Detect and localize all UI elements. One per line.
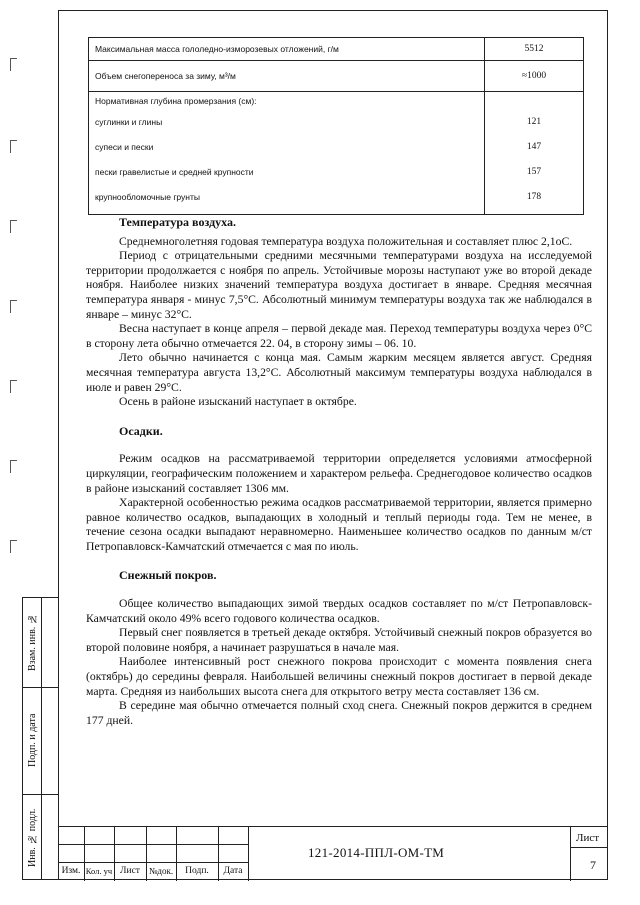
document-body [86,215,592,728]
paragraph: В середине мая обычно отмечается полный сход снега. Снежный покров держится в среднем 177 дней. [86,699,592,727]
group-item-label: крупнообломочные грунты [95,192,201,202]
sheet-number: 7 [590,858,596,872]
table-cell-value: ≈1000 [485,61,584,92]
sidebar-label-inv: Инв. № подл. [27,808,38,867]
document-code: 121-2014-ППЛ-ОМ-ТМ [308,845,445,860]
table-cell-value: 5512 [485,38,584,61]
stamp-col-koluch: Кол. уч [85,866,113,876]
table-row [89,38,584,61]
stamp-col-list: Лист [120,866,140,876]
stamp-col-ndok: №док. [148,866,174,876]
table-group-values [485,92,584,215]
heading-air-temperature: Температура воздуха. [119,215,236,229]
heading-precipitation: Осадки. [119,423,163,438]
table-group-labels [89,92,485,215]
stamp-col-data: Дата [223,866,243,876]
paragraph: Среднемноголетняя годовая температура воздуха положительная и составляет плюс 2,1оС. [119,234,573,248]
sheet-label: Лист [576,832,600,844]
paragraph: Режим осадков на рассматриваемой территории определяется условиями атмосферной циркуляции, географическим положением и характером рельефа. Среднегодовое количество осадков в районе изысканий составляет 1306 мм. [86,452,592,495]
stamp-col-izm: Изм. [61,866,81,876]
table-row-group [89,92,584,215]
group-item-label: супеси и пески [95,142,154,152]
heading-snow-cover: Снежный покров. [119,568,217,583]
paragraph: Наиболее интенсивный рост снежного покрова происходит с момента появления снега (октябрь) до середины февраля. Наибольшей величины снежный покров достигает в первой декаде марта. Средняя из наибольших высота снега для открытого ветру места составляет 136 см. [86,655,592,698]
table-row [89,61,584,92]
stamp-col-podp: Подп. [185,866,209,876]
group-item-value: 157 [526,167,542,177]
group-item-value: 147 [526,142,542,152]
sidebar-label-vzam: Взам. инв. № [27,613,38,672]
group-item-value: 178 [526,192,542,202]
title-block [58,826,608,881]
paragraph: Весна наступает в конце апреля – первой декаде мая. Переход температуры воздуха через 0°С в сторону лета обычно отмечается 22. 04, в сторону зимы – 06. 10. [86,322,592,350]
paragraph: Лето обычно начинается с конца мая. Самым жарким месяцем является август. Средняя месячная температура августа 13,2°С. Абсолютный максимум температуры воздуха наблюдался в июле и равен 29°С. [86,351,592,394]
paragraph: Первый снег появляется в третьей декаде октября. Устойчивый снежный покров образуется во второй половине ноября, а начинает разрушаться в начале мая. [86,626,592,654]
approval-sidebar [22,597,58,880]
group-item-value: 121 [526,117,542,127]
climate-table [88,37,584,215]
table-cell-label: Максимальная масса гололедно-изморозевых отложений, г/м [89,38,485,61]
sidebar-label-podp: Подп. и дата [27,713,38,768]
group-header: Нормативная глубина промерзания (см): [95,96,257,106]
paragraph: Характерной особенностью режима осадков рассматриваемой территории, является примерно равное количество осадков, выпадающих в холодный и теплый периоды года. Тем не менее, в течение сезона осадки выпадают неравномерно. Наименьшее количество осадков по данным м/ст Петропавловск-Камчатский отмечается с мая по июль. [86,496,592,553]
group-item-label: пески гравелистые и средней крупности [95,167,254,177]
table-cell-label: Объем снегопереноса за зиму, м³/м [89,61,485,92]
group-item-label: суглинки и глины [95,117,163,127]
paragraph: Осень в районе изысканий наступает в октябре. [119,395,357,409]
paragraph: Период с отрицательными средними месячными температурами воздуха на исследуемой территории продолжается с ноября по апрель. Устойчивые морозы наступают уже во второй декаде ноября. Наиболее низких значений температура воздуха достигает в январе. Средняя месячная температура января - минус 7,5°С. Абсолютный минимум температуры воздуха так же наблюдался в январе – минус 32°С. [86,249,592,321]
paragraph: Общее количество выпадающих зимой твердых осадков составляет по м/ст Петропавловск-Камчатский около 49% всего годового количества осадков. [86,597,592,625]
